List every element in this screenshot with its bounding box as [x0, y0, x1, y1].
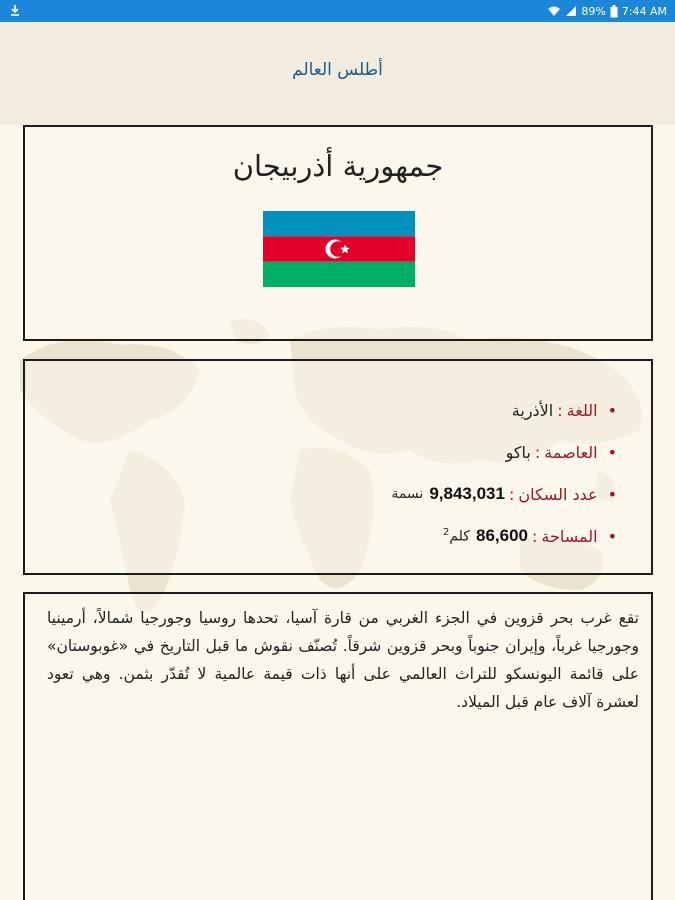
clock: 7:44 AM [621, 4, 667, 18]
fact-language [391, 389, 617, 431]
fact-population-label: عدد السكان [518, 484, 598, 504]
fact-capital-label: العاصمة [544, 442, 598, 462]
fact-population-unit: نسمة [391, 486, 424, 502]
fact-area-unit: كلم$^2$ [442, 527, 470, 545]
fact-population [391, 473, 617, 515]
fact-language-label: اللغة [566, 400, 598, 420]
fact-language-value: الأذرية [511, 400, 554, 420]
fact-population-value: 9,843,031 [429, 484, 505, 503]
notification-download-icon [8, 3, 22, 17]
fact-capital [391, 431, 617, 473]
battery-icon [610, 5, 618, 18]
app-bar [0, 22, 675, 125]
bullet-icon: • [607, 526, 617, 546]
country-header-card [23, 125, 653, 341]
fact-area [391, 515, 617, 557]
battery-level: 89% [581, 4, 606, 18]
app-title: أطلس العالم [292, 60, 383, 80]
wifi-icon [547, 5, 561, 17]
fact-capital-value: باكو [505, 442, 531, 462]
country-facts-card [23, 359, 653, 575]
country-description-card [23, 592, 653, 900]
country-description: تقع غرب بحر قزوين في الجزء الغربي من قارة آسيا، تحدها روسيا وجورجيا شمالاً، أرمينيا وجورجيا غرباً، وإيران جنوباً وبحر قزوين شرقاً. تُصنّف نقوش ما قبل التاريخ في «غوبوستان» على قائمة اليونسكو للتراث العالمي على أنها ذات قيمة عالمية لا تُقدّر بثمن. وهي تعود لعشرة آلاف عام قبل الميلاد. [47, 609, 639, 711]
fact-area-label: المساحة [541, 526, 598, 546]
signal-icon [565, 5, 577, 17]
azerbaijan-flag-icon [263, 211, 415, 287]
fact-separator: : [534, 442, 541, 462]
fact-separator: : [557, 400, 563, 420]
fact-area-value: 86,600 [475, 526, 528, 545]
fact-separator: : [531, 526, 538, 546]
bullet-icon: • [607, 400, 617, 420]
bullet-icon: • [607, 442, 617, 462]
facts-list [391, 389, 617, 557]
bullet-icon: • [607, 484, 617, 504]
status-bar [0, 0, 675, 22]
country-name: جمهورية أذربيجان [232, 149, 444, 183]
fact-separator: : [508, 484, 515, 504]
